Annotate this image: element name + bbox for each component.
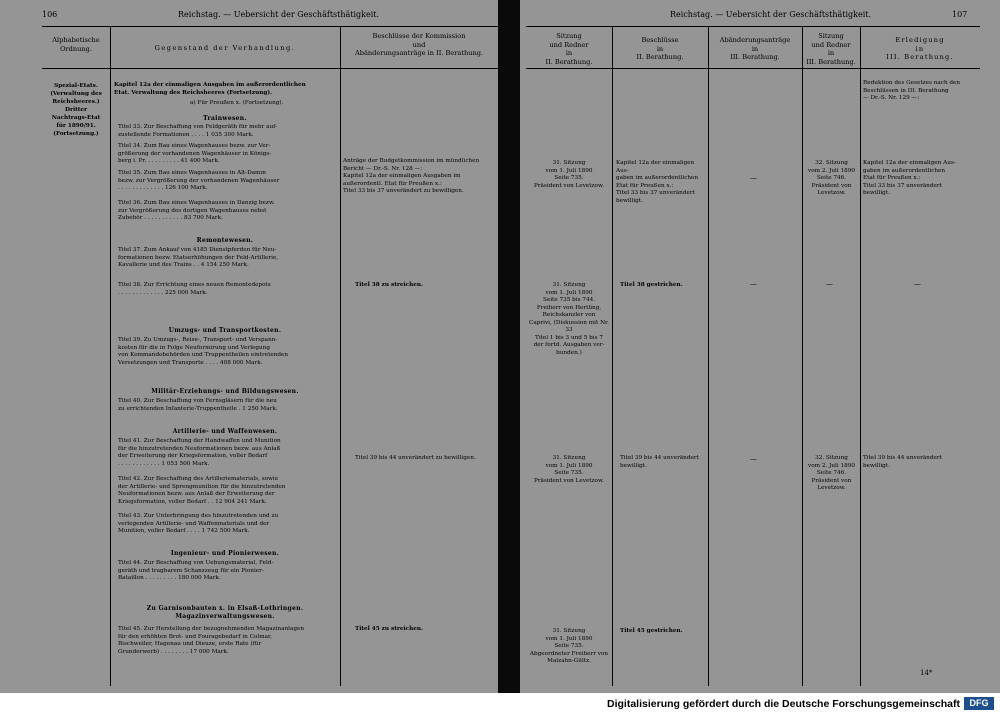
commission-note: Titel 45 zu streichen. <box>355 626 423 632</box>
empty-marker: — <box>914 280 921 288</box>
list-item: Titel 33. Zur Beschaffung von Feldgeräth für mehr auf- zustellende Formationen . . . . 1 035 300 Mark. <box>118 124 277 138</box>
empty-marker: — <box>750 455 757 463</box>
footer-credit: Digitalisierung gefördert durch die Deutsche Forschungsgemeinschaft <box>607 698 960 710</box>
column-header: Beschlüsse in II. Berathung. <box>636 36 684 62</box>
section-heading: Artillerie- und Waffenwesen. <box>172 428 278 435</box>
column-header: Abänderungsanträge in III. Berathung. <box>719 36 791 62</box>
session-entry: 31. Sitzung vom 1. Juli 1890 Seite 735. Abgeordneter Freiherr von Malzahn-Gültz. <box>529 628 609 664</box>
list-item: Titel 35. Zum Bau eines Wagenhauses in Alt-Damm bezw. zur Vergrößerung der vorhandenen Wagenhäuser . . . . . . . . . . . . . 126 100 Mark. <box>118 170 280 191</box>
column-rule <box>860 26 861 686</box>
dfg-logo: DFG <box>964 697 994 710</box>
running-head-right: Reichstag. — Uebersicht der Geschäftsthätigkeit. <box>670 10 872 19</box>
rule <box>526 26 980 27</box>
chapter-intro: Kapitel 12a der einmaligen Ausgaben im außerordentlichen Etat. Verwaltung des Reichsheeres (Fortsetzung). <box>114 82 306 96</box>
book-gutter <box>498 0 520 693</box>
list-item: Titel 45. Zur Herstellung der bezugnehmenden Magazinanlagen für den erhöhten Brot- und Fouragebedarf in Colmar, Bischweiler, Hagenau und Dieuze, erste Rate (für Grunderwerb) . . . . . . . . 17 000 Mark. <box>118 626 305 655</box>
column-rule <box>110 26 111 686</box>
empty-marker: — <box>750 174 757 182</box>
list-item: Titel 37. Zum Ankauf von 4185 Dienstpferden für Neu- formationen bezw. Etatserhöhungen der Feld-Artillerie, Kavallerie und des Trains . . 4 154 250 Mark. <box>118 247 279 268</box>
list-item: Titel 41. Zur Beschaffung der Handwaffen und Munition für die hinzutretenden Neuformationen bezw. aus Anlaß der Erweiterung der Kriegsformation, voller Bedarf . . . . . . . . . . . . 1 053 500 Mark. <box>118 438 281 467</box>
running-head-left: Reichstag. — Uebersicht der Geschäftsthätigkeit. <box>178 10 380 19</box>
session-entry: 32. Sitzung vom 2. Juli 1890 Seite 746. Präsident von Levetzow. <box>808 455 855 491</box>
column-rule <box>340 26 341 686</box>
commission-note: Titel 38 zu streichen. <box>355 282 423 288</box>
column-rule <box>708 26 709 686</box>
section-heading: Zu Garnisonbauten x. in Elsaß-Lothringen. Magazinverwaltungswesen. <box>146 605 304 620</box>
decision-entry: Titel 38 gestrichen. <box>620 282 683 288</box>
decision-entry: Titel 39 bis 44 unverändert bewilligt. <box>620 455 699 469</box>
list-item: Titel 44. Zur Beschaffung von Uebungsmaterial, Feld- geräth und tragbarem Schanzzeug für ein Pionier- Bataillon . . . . . . . . . 180 000 Mark. <box>118 560 274 581</box>
left-page <box>0 0 498 693</box>
section-heading: Remontewesen. <box>196 237 254 244</box>
column-header: Alphabetische Ordnung. <box>52 36 100 53</box>
empty-marker: — <box>826 280 833 288</box>
column-header: Sitzung und Redner in II. Berathung. <box>545 32 593 66</box>
session-entry: 31. Sitzung vom 1. Juli 1890 Seite 735. Präsident von Levetzow. <box>534 455 604 484</box>
chapter-sub: a) Für Preußen x. (Fortsetzung). <box>190 100 284 106</box>
resolution-entry: Titel 39 bis 44 unverändert bewilligt. <box>863 455 942 469</box>
section-heading: Trainwesen. <box>203 115 247 122</box>
decision-entry: Kapitel 12a der einmaligen Aus- gaben im außerordentlichen Etat für Preußen x.: Titel 33 bis 37 unverändert bewilligt. <box>616 160 699 204</box>
list-item: Titel 39. Zu Umzugs-, Reise-, Transport- und Verspann- kosten für die in Folge Neuformirung und Verlegung von Kommandobehörden und Truppentheilen eintretenden Versetzungen und Transporte . . . . 408 000 Mark. <box>118 337 289 366</box>
column-header: Sitzung und Redner in III. Berathung. <box>806 32 856 66</box>
section-heading: Umzugs- und Transportkosten. <box>168 327 282 334</box>
margin-entry: Spezial-Etats. (Verwaltung des Reichsheeres.) Dritter Nachtrags-Etat für 1890/91. (Fortsetzung.) <box>50 83 102 137</box>
rule <box>526 68 980 69</box>
session-entry: 31. Sitzung vom 1. Juli 1890 Seite 735 bis 744. Freiherr von Hertling, Reichskanzler von Caprivi, (Diskussion mit Nr. 33 Titel 1 bis 3 und 5 bis 7 der fortd. Ausgaben ver- bunden.) <box>529 282 609 356</box>
page-number-left: 106 <box>42 10 58 19</box>
list-item: Titel 43. Zur Unterbringung des hinzutretenden und zu verlegenden Artillerie- und Waffenmaterials und der Munition, voller Bedarf . . . . 1 742 500 Mark. <box>118 513 279 534</box>
page-number-right: 107 <box>952 10 968 19</box>
list-item: Titel 40. Zur Beschaffung von Fernsgläsern für die neu zu errichtenden Infanterie-Truppentheile . 1 250 Mark. <box>118 398 278 412</box>
column-rule <box>802 26 803 686</box>
digitization-footer <box>0 693 1000 715</box>
column-header: Beschlüsse der Kommission und Abänderungsanträge in II. Berathung. <box>354 32 484 58</box>
list-item: Titel 38. Zur Errichtung eines neuen Remontedepots . . . . . . . . . . . . . 225 000 Mark. <box>118 282 271 296</box>
commission-note: Anträge der Budgetkommission im mündlichen Bericht — Dr.-S. Nr. 128 —: Kapitel 12a der einmaligen Ausgaben im außerordentl. Etat für Preußen x.: Titel 33 bis 37 unverändert zu bewilligen. <box>343 158 480 194</box>
column-header: Gegenstand der Verhandlung. <box>154 44 296 52</box>
section-heading: Militär-Erziehungs- und Bildungswesen. <box>151 388 299 395</box>
section-heading: Ingenieur- und Pionierwesen. <box>170 550 280 557</box>
top-note: Reduktion des Gesetzes nach den Beschlüssen in III. Berathung — Dr.-S. Nr. 129 —: <box>863 80 961 101</box>
session-entry: 31. Sitzung vom 1. Juli 1890 Seite 735. Präsident von Levetzow. <box>534 160 604 189</box>
right-page <box>520 0 1000 693</box>
column-header: Erledigung in III. Berathung. <box>886 36 954 62</box>
empty-marker: — <box>750 280 757 288</box>
signature-mark: 14* <box>920 669 933 677</box>
resolution-entry: Kapitel 12a der einmaligen Aus- gaben im außerordentlichen Etat für Preußen x.: Titel 33 bis 37 unverändert bewilligt. <box>863 160 956 196</box>
commission-note: Titel 39 bis 44 unverändert zu bewilligen. <box>355 455 476 461</box>
session-entry: 32. Sitzung vom 2. Juli 1890 Seite 746. Präsident von Levetzow. <box>808 160 855 196</box>
column-rule <box>612 26 613 686</box>
decision-entry: Titel 45 gestrichen. <box>620 628 683 634</box>
list-item: Titel 34. Zum Bau eines Wagenhauses bezw. zur Ver- größerung der vorhandenen Wagenhäuser in Königs- berg i. Pr. . . . . . . . . . 41 400 Mark. <box>118 143 272 164</box>
list-item: Titel 42. Zur Beschaffung des Artilleriematerials, sowie der Artillerie- und Sprengmunition für die hinzutretenden Neuformationen bezw. aus Anlaß der Erweiterung der Kriegsformation, voller Bedarf . . 12 904 241 Mark. <box>118 476 286 505</box>
list-item: Titel 36. Zum Bau eines Wagenhauses in Danzig bezw. zur Vergrößerung des dortigen Wagenhauses nebst Zubehör . . . . . . . . . . . 83 700 Mark. <box>118 200 275 221</box>
